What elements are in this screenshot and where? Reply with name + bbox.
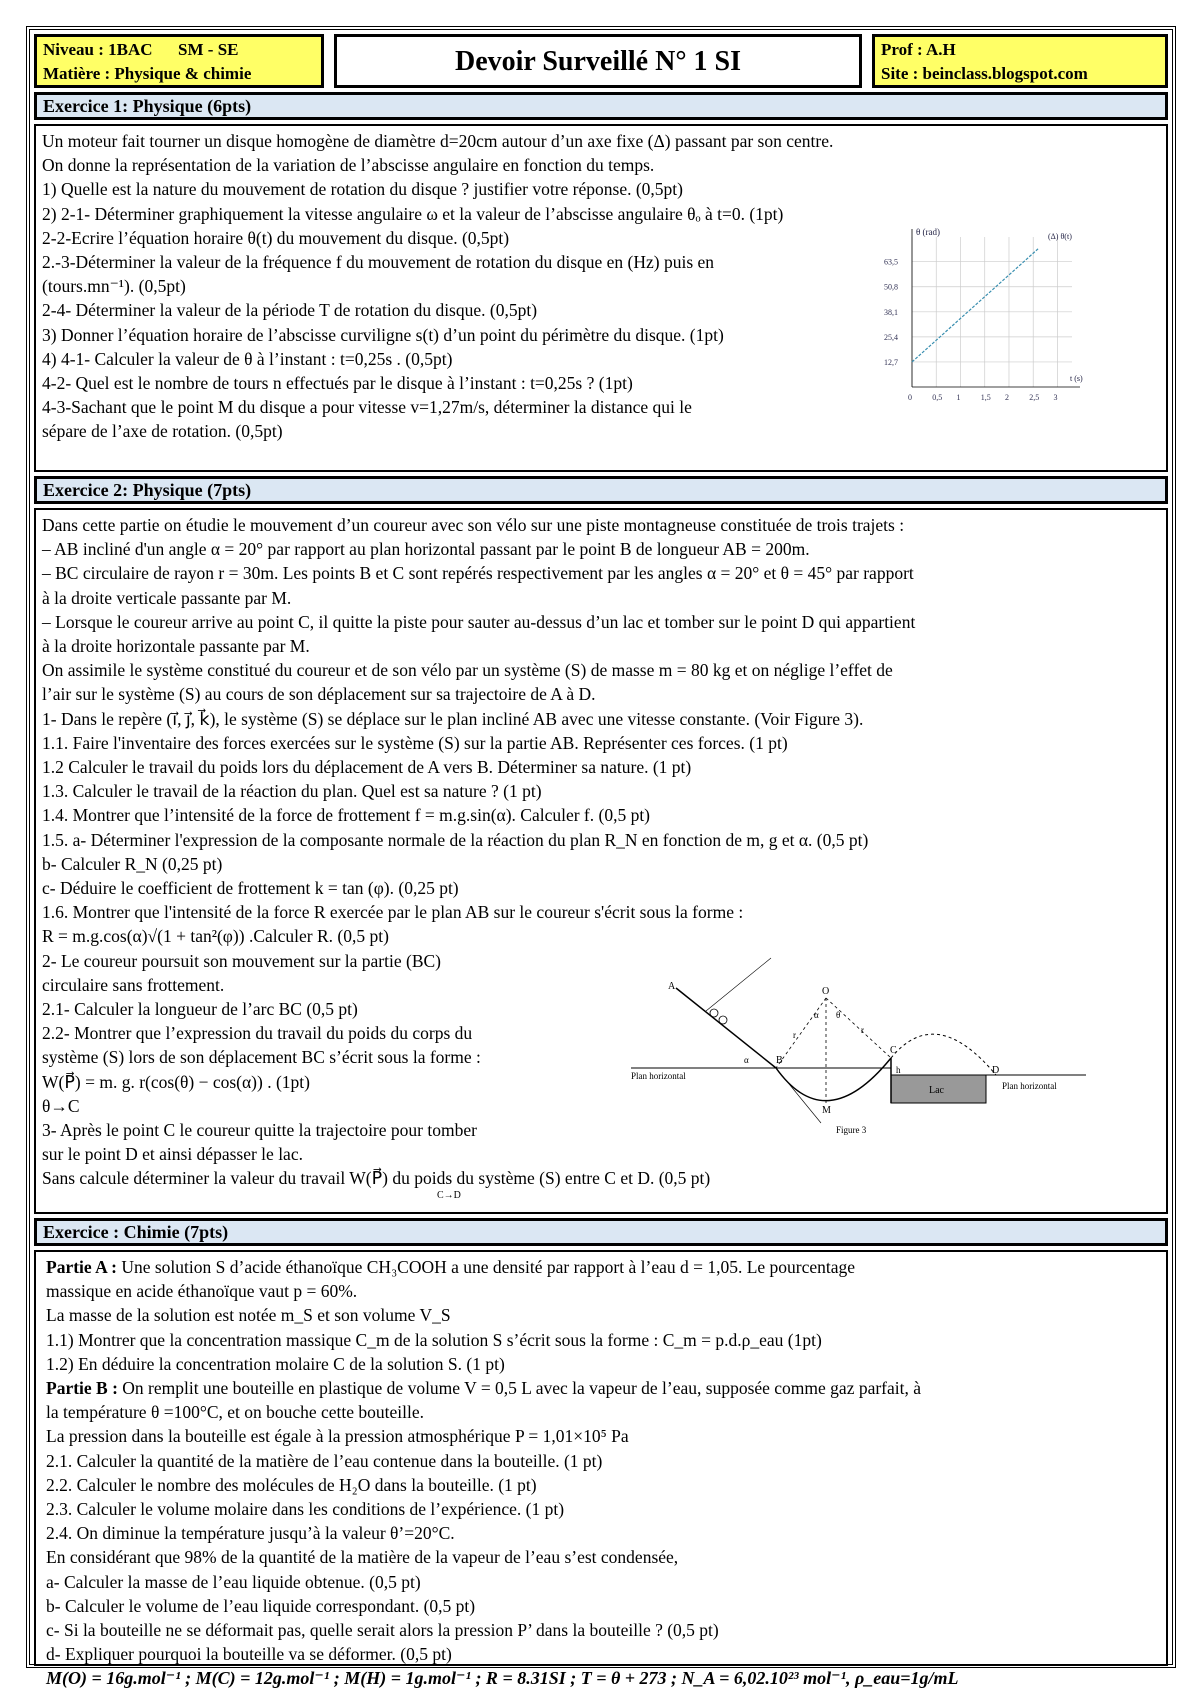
ex3-question-line: Partie B : On remplit une bouteille en plastique de volume V = 0,5 L avec la vapeur de l’eau, supposée comme gaz parfait, à — [46, 1378, 922, 1399]
ex2-question-line: circulaire sans frottement. — [42, 974, 225, 995]
ex3-question-line: 2.3. Calculer le volume molaire dans les conditions de l’expérience. (1 pt) — [46, 1499, 565, 1520]
chart-xlabel: t (s) — [1070, 374, 1083, 383]
ex3-title: Exercice : Chimie (7pts) — [34, 1218, 1168, 1246]
radius-ob — [776, 998, 826, 1068]
bike-wheel-front — [719, 1016, 727, 1024]
ex2-question-line: système (S) lors de son déplacement BC s’écrit sous la forme : — [42, 1047, 481, 1068]
ex2-question-line: à la droite verticale passante par M. — [42, 587, 292, 608]
ex1-body — [34, 124, 1168, 472]
ex1-question-line: 4-2- Quel est le nombre de tours n effectués par le disque à l’instant : t=0,25s ? (1pt) — [42, 373, 633, 394]
ex3-text — [46, 1255, 1160, 1666]
chart-y-tick: 38,1 — [884, 307, 898, 317]
ex3-question-line: c- Si la bouteille ne se déformait pas, quelle serait alors la pression P’ dans la bouteille ? (0,5 pt) — [46, 1620, 719, 1641]
ex3-question-line: a- Calculer la masse de l’eau liquide obtenue. (0,5 pt) — [46, 1571, 421, 1592]
chart-x-tick: 2,5 — [1029, 393, 1040, 402]
header-level-box — [34, 34, 324, 88]
ex2-question-line: 2.1- Calculer la longueur de l’arc BC (0,5 pt) — [42, 999, 358, 1020]
fig-angle-alpha-2: α — [814, 1010, 819, 1020]
chart-x-tick: 3 — [1053, 393, 1058, 402]
bike-wheel-rear — [710, 1009, 718, 1017]
ex1-question-line: (tours.mn⁻¹). (0,5pt) — [42, 276, 186, 297]
ex1-question-line: 4-3-Sachant que le point M du disque a pour vitesse v=1,27m/s, déterminer la distance qui le — [42, 397, 692, 418]
ex3-question-line: 1.2) En déduire la concentration molaire C de la solution S. (1 pt) — [46, 1353, 505, 1374]
chart-x-tick: 0,5 — [932, 393, 943, 402]
fig-radius-r-2: r — [861, 1025, 864, 1035]
ex2-question-line: l’air sur le système (S) au cours de son déplacement sur sa trajectoire de A à D. — [42, 684, 596, 705]
header — [34, 34, 1168, 88]
chart-x-tick: 1 — [956, 393, 961, 402]
chart-y-tick: 50,8 — [884, 282, 898, 292]
chart-x-tick: 2 — [1004, 393, 1009, 402]
chart-legend: (Δ) θ(t) — [1048, 232, 1072, 241]
level-text: Niveau : 1BAC SM - SE — [43, 40, 239, 59]
ex2-question-line: 1.2 Calculer le travail du poids lors du déplacement de A vers B. Déterminer sa nature. (1 pt) — [42, 757, 692, 778]
fig-lake-label: Lac — [929, 1085, 944, 1096]
ex2-last-sub: C→D — [437, 1189, 461, 1201]
ex3-question-line: 1.1) Montrer que la concentration massique C_m de la solution S s’écrit sous la forme : C_m = p.d.ρ_eau (1pt) — [46, 1329, 822, 1350]
ex2-question-line: à la droite horizontale passante par M. — [42, 636, 310, 657]
axis-j — [706, 958, 771, 1011]
ex3-question-line: massique en acide éthanoïque vaut p = 60%. — [46, 1281, 358, 1302]
ex3-body — [34, 1250, 1168, 1689]
ex2-question-line: On assimile le système constitué du coureur et de son vélo par un système (S) de masse m = 80 kg et on néglige l’effet de — [42, 660, 893, 681]
ex2-question-line: – AB incliné d'un angle α = 20° par rapport au plan horizontal passant par le point B de longueur AB = 200m. — [42, 539, 810, 560]
ex2-question-line: 3- Après le point C le coureur quitte la trajectoire pour tomber — [42, 1120, 477, 1141]
chart-x-tick: 1,5 — [980, 393, 991, 402]
ex1-question-line: 4) 4-1- Calculer la valeur de θ à l’instant : t=0,25s . (0,5pt) — [42, 348, 453, 369]
chart-x-tick: 0 — [908, 393, 912, 402]
ex2-question-line: Dans cette partie on étudie le mouvement d’un coureur avec son vélo sur une piste montagneuse constituée de trois trajets : — [42, 515, 905, 535]
ex2-last-line: Sans calcule déterminer la valeur du travail W(P⃗) du poids du système (S) entre C et D. (0,5 pt) — [42, 1168, 711, 1189]
ex2-question-line: 1.6. Montrer que l'intensité de la force R exercée par le plan AB sur le coureur s'écrit sous la forme : — [42, 902, 744, 923]
ex2-question-line: 2- Le coureur poursuit son mouvement sur la partie (BC) — [42, 950, 441, 971]
ex2-question-line: – BC circulaire de rayon r = 30m. Les points B et C sont repérés respectivement par les angles α = 20° et θ = 45° par rapport — [42, 563, 914, 584]
ex2-text-narrow — [42, 949, 602, 1167]
ex2-question-line: c- Déduire le coefficient de frottement k = tan (φ). (0,25 pt) — [42, 878, 459, 899]
ex2-question-line: 1.3. Calculer le travail de la réaction du plan. Quel est sa nature ? (1 pt) — [42, 781, 542, 802]
ex3-question-line: 2.2. Calculer le nombre des molécules de H₂O dans la bouteille. (1 pt) — [46, 1474, 537, 1495]
fig-radius-r-1: r — [793, 1030, 796, 1040]
fig-label-c: C — [890, 1045, 897, 1056]
subject-text: Matière : Physique & chimie — [43, 64, 252, 83]
ex1-title: Exercice 1: Physique (6pts) — [34, 92, 1168, 120]
ex2-question-line: θ→C — [42, 1095, 80, 1116]
ex3-question-line: 2.4. On diminue la température jusqu’à la valeur θ’=20°C. — [46, 1523, 455, 1544]
jump-path — [891, 1034, 996, 1075]
ex1-question-line: Un moteur fait tourner un disque homogène de diamètre d=20cm autour d’un axe fixe (Δ) passant par son centre. — [42, 131, 834, 151]
axis-normal — [776, 1068, 821, 1123]
ex3-question-line: La masse de la solution est notée m_S et son volume V_S — [46, 1305, 451, 1326]
ex1-question-line: On donne la représentation de la variation de l’abscisse angulaire en fonction du temps. — [42, 155, 655, 176]
radius-oc — [826, 998, 891, 1058]
ex2-question-line: 1.1. Faire l'inventaire des forces exercées sur le système (S) sur la partie AB. Représenter ces forces. (1 pt) — [42, 732, 788, 753]
ex2-question-line: R = m.g.cos(α)√(1 + tan²(φ)) .Calculer R. (0,5 pt) — [42, 926, 389, 947]
prof-text: Prof : A.H — [881, 40, 956, 59]
ex1-question-line: sépare de l’axe de rotation. (0,5pt) — [42, 421, 283, 442]
fig-plan-left: Plan horizontal — [631, 1071, 686, 1081]
ex2-body — [34, 508, 1168, 1214]
track-figure — [626, 963, 1096, 1153]
fig-plan-right: Plan horizontal — [1002, 1081, 1057, 1091]
fig-label-o: O — [822, 986, 830, 997]
ex3-question-line: 2.1. Calculer la quantité de la matière de l’eau contenue dans la bouteille. (1 pt) — [46, 1450, 603, 1471]
ex2-question-line: sur le point D et ainsi dépasser le lac. — [42, 1144, 303, 1165]
ex2-question-line: W(P⃗) = m. g. r(cos(θ) − cos(α)) . (1pt) — [42, 1071, 310, 1092]
site-text: Site : beinclass.blogspot.com — [881, 64, 1088, 83]
exam-page — [26, 26, 1176, 1689]
ex2-question-line: 1.4. Montrer que l’intensité de la force de frottement f = m.g.sin(α). Calculer f. (0,5 pt) — [42, 805, 651, 826]
chart-series-line — [912, 249, 1038, 362]
ex3-question-line: En considérant que 98% de la quantité de la matière de la vapeur de l’eau s’est condensée, — [46, 1547, 679, 1568]
page-title: Devoir Surveillé N° 1 SI — [334, 34, 862, 88]
ex2-question-line: 1- Dans le repère (i⃗, j⃗, k⃗), le système (S) se déplace sur le plan incliné AB avec une vitesse constante. (Voir Figure 3). — [42, 708, 864, 729]
ex2-question-line: – Lorsque le coureur arrive au point C, il quitte la piste pour sauter au-dessus d’un lac et tomber sur le point D qui appartient — [42, 611, 916, 632]
ex1-question-line: 2-2-Ecrire l’équation horaire θ(t) du mouvement du disque. (0,5pt) — [42, 227, 510, 248]
header-prof-box — [872, 34, 1168, 88]
theta-time-chart — [872, 222, 1082, 412]
ex1-question-line: 3) Donner l’équation horaire de l’abscisse curviligne s(t) d’un point du périmètre du disque. (1pt) — [42, 324, 724, 345]
chart-y-tick: 25,4 — [884, 332, 898, 342]
chart-ylabel: θ (rad) — [916, 227, 941, 237]
arc-bc — [776, 1058, 891, 1101]
ex3-question-line: la température θ =100°C, et on bouche cette bouteille. — [46, 1402, 425, 1423]
ex3-question-line: d- Expliquer pourquoi la bouteille va se déformer. (0,5 pt) — [46, 1644, 452, 1665]
fig-label-m: M — [822, 1105, 831, 1116]
fig-label-a: A — [668, 981, 676, 992]
ex2-question-line: 2.2- Montrer que l’expression du travail du poids du corps du — [42, 1023, 473, 1044]
fig-label-d: D — [992, 1065, 1000, 1076]
constants-line: M(O) = 16g.mol⁻¹ ; M(C) = 12g.mol⁻¹ ; M(H) = 1g.mol⁻¹ ; R = 8.31SI ; T = θ + 273 ; N_A = 6,02.10²³ mol⁻¹, ρ_eau=1g/mL — [46, 1668, 959, 1689]
fig-angle-alpha-1: α — [744, 1055, 749, 1065]
ex2-question-line: 1.5. a- Déterminer l'expression de la composante normale de la réaction du plan R_N en fonction de m, g et α. (0,5 pt) — [42, 829, 869, 850]
chart-y-tick: 12,7 — [884, 357, 898, 367]
ex2-title: Exercice 2: Physique (7pts) — [34, 476, 1168, 504]
ex3-question-line: Partie A : Une solution S d’acide éthanoïque CH₃COOH a une densité par rapport à l’eau d = 1,05. Le pourcentage — [46, 1257, 856, 1277]
fig-caption: Figure 3 — [836, 1125, 867, 1135]
ex2-text — [42, 513, 1160, 949]
fig-angle-theta: θ — [836, 1010, 841, 1020]
ex2-question-line: b- Calculer R_N (0,25 pt) — [42, 853, 223, 874]
fig-height-h: h — [896, 1065, 901, 1075]
ex3-question-line: b- Calculer le volume de l’eau liquide correspondant. (0,5 pt) — [46, 1595, 476, 1616]
incline-ab — [676, 988, 776, 1068]
chart-y-tick: 63,5 — [884, 257, 898, 267]
ex1-question-line: 2.-3-Déterminer la valeur de la fréquence f du mouvement de rotation du disque en (Hz) puis en — [42, 252, 715, 273]
ex1-question-line: 2) 2-1- Déterminer graphiquement la vitesse angulaire ω et la valeur de l’abscisse angulaire θₒ à t=0. (1pt) — [42, 203, 784, 224]
fig-label-b: B — [776, 1055, 783, 1066]
ex1-question-line: 2-4- Déterminer la valeur de la période T de rotation du disque. (0,5pt) — [42, 300, 538, 321]
ex1-question-line: 1) Quelle est la nature du mouvement de rotation du disque ? justifier votre réponse. (0,5pt) — [42, 179, 683, 200]
ex3-question-line: La pression dans la bouteille est égale à la pression atmosphérique P = 1,01×10⁵ Pa — [46, 1426, 629, 1447]
